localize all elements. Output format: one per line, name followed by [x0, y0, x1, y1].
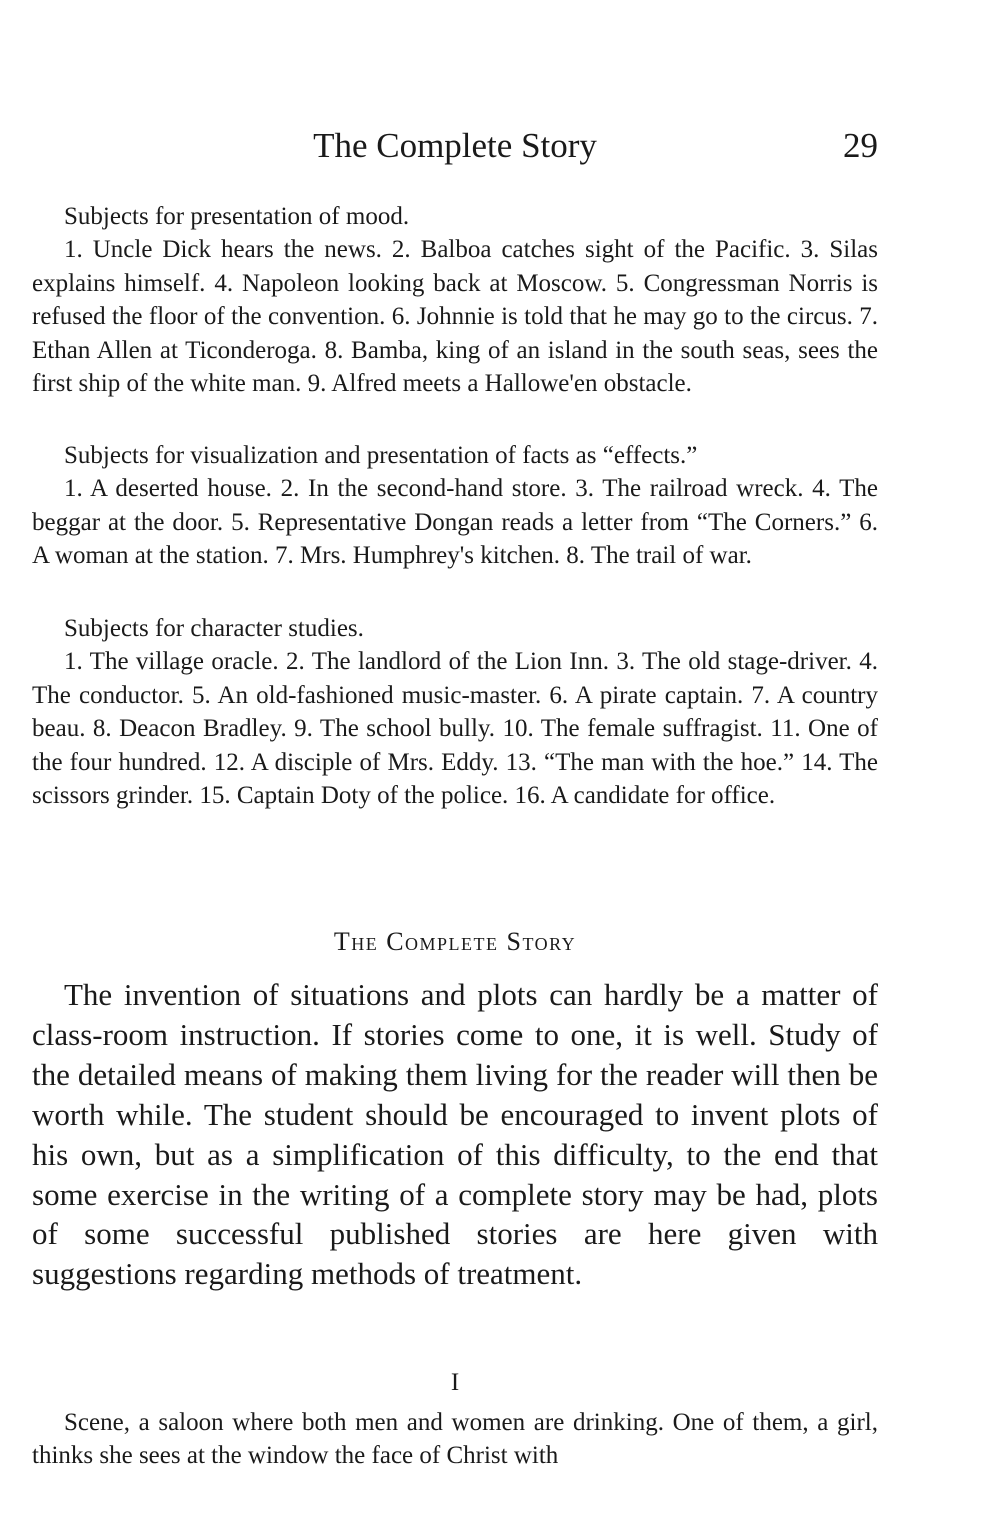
mood-subjects [32, 200, 878, 400]
character-subjects [32, 612, 878, 812]
section-body-paragraph: The invention of situations and plots can hardly be a matter of class-room instruction. If stories come to one, it is well. Study of the detailed means of making them living for the reader will then be worth while. The student should be encouraged to invent plots of his own, but as a simplification of this difficulty, to the end that some exercise in the writing of a complete story may be had, plots of some successful published stories are here given with suggestions regarding methods of treatment. [32, 977, 878, 1292]
story-numeral: I [450, 1369, 460, 1396]
mood-subjects-heading: Subjects for presentation of mood. [64, 203, 410, 230]
story-one-paragraph: Scene, a saloon where both men and women are drinking. One of them, a girl, thinks she sees at the window the face of Christ with [32, 1409, 878, 1470]
section-heading: The Complete Story [333, 927, 577, 956]
running-head [32, 124, 878, 168]
running-title: The Complete Story [313, 126, 597, 165]
visualization-subjects-heading: Subjects for visualization and presentation of facts as “effects.” [64, 442, 698, 469]
visualization-subjects [32, 439, 878, 573]
story-one [32, 1406, 878, 1473]
character-subjects-heading: Subjects for character studies. [64, 615, 364, 642]
section-body [32, 975, 878, 1294]
character-subjects-list: 1. The village oracle. 2. The landlord of the Lion Inn. 3. The old stage-driver. 4. The conductor. 5. An old-fashioned music-master. 6. A pirate captain. 7. A country beau. 8. Deacon Bradley. 9. The school bully. 10. The female suffragist. 11. One of the four hundred. 12. A disciple of Mrs. Eddy. 13. “The man with the hoe.” 14. The scissors grinder. 15. Captain Doty of the police. 16. A candidate for office. [32, 648, 878, 810]
mood-subjects-list: 1. Uncle Dick hears the news. 2. Balboa catches sight of the Pacific. 3. Silas explains himself. 4. Napoleon looking back at Moscow. 5. Congressman Norris is refused the floor of the convention. 6. Johnnie is told that he may go to the circus. 7. Ethan Allen at Ticonderoga. 8. Bamba, king of an island in the south seas, sees the first ship of the white man. 9. Alfred meets a Hallowe'en obstacle. [32, 236, 878, 398]
book-page [32, 0, 878, 1519]
page-number: 29 [843, 126, 878, 165]
visualization-subjects-list: 1. A deserted house. 2. In the second-hand store. 3. The railroad wreck. 4. The beggar at the door. 5. Representative Dongan reads a letter from “The Corners.” 6. A woman at the station. 7. Mrs. Humphrey's kitchen. 8. The trail of war. [32, 475, 878, 570]
